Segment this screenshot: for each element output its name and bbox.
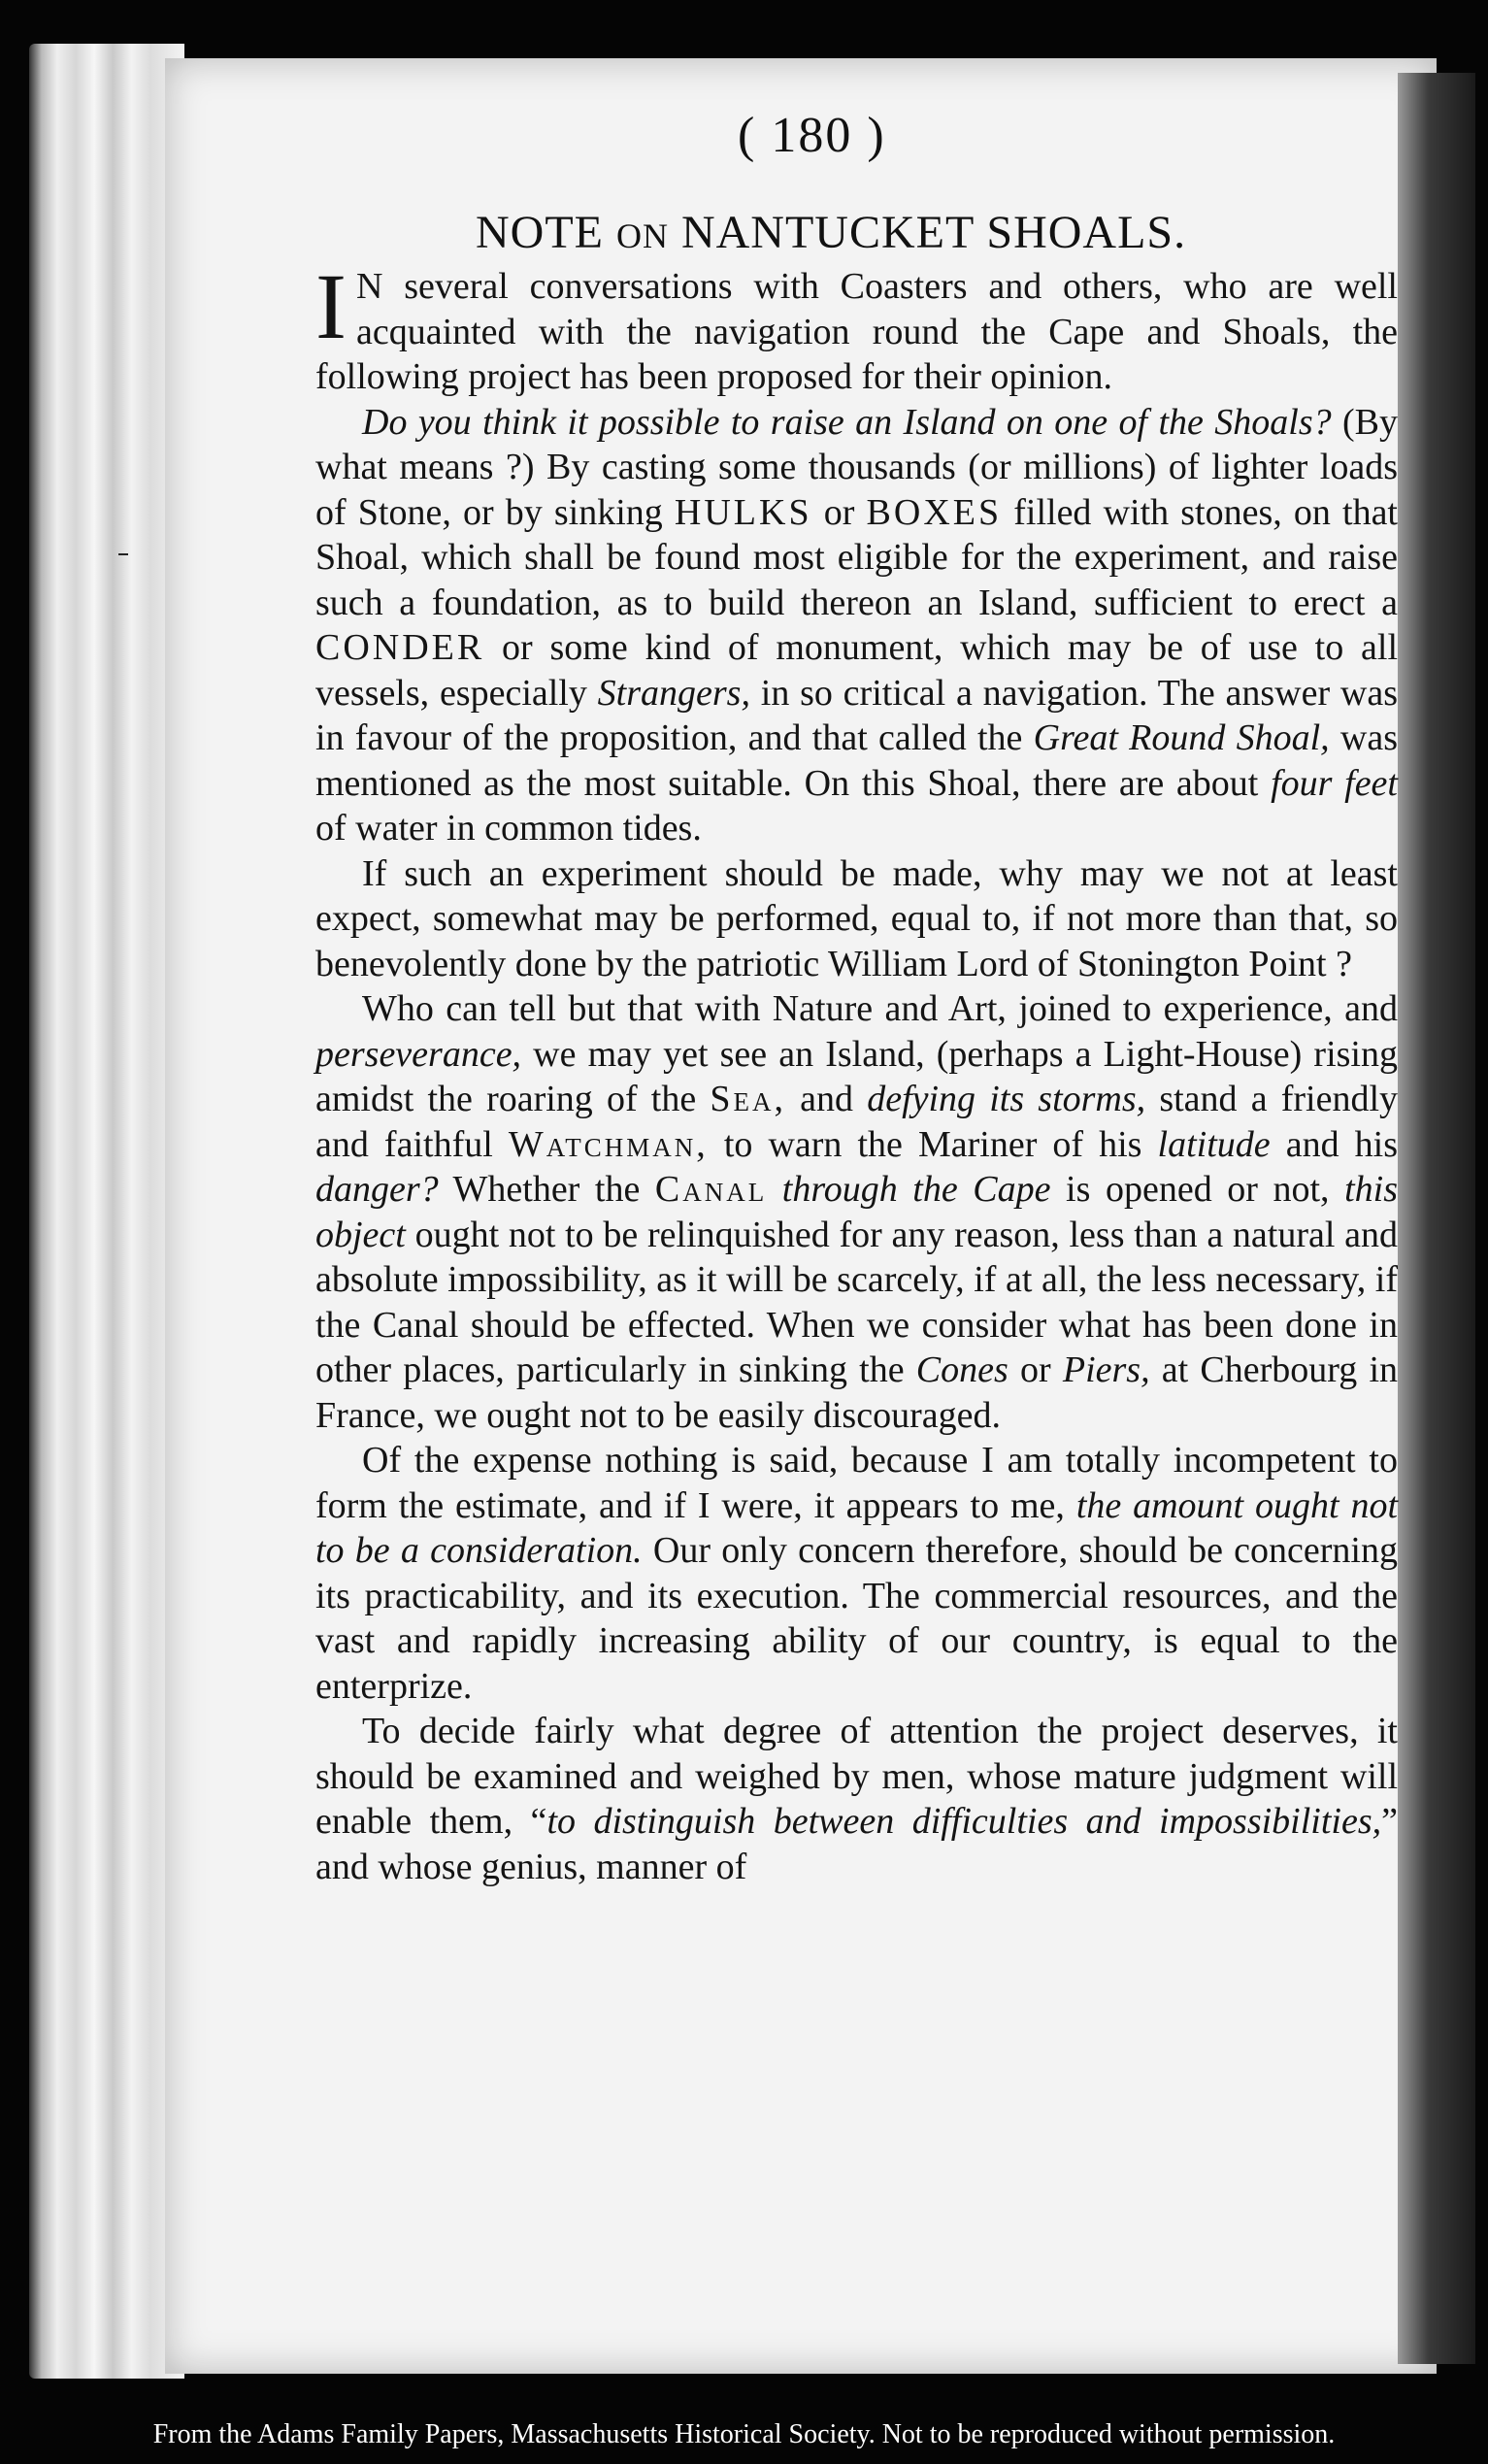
text-run: (By what means ?) By casting some thousands (or millions) of lighter loads of Stone, or by sinking [315,401,1399,533]
latitude-term: latitude [1157,1123,1271,1165]
text-run: ought not to be relinquished for any reason, less than a natural and absolute impossibility, as it will be scarcely, if at all, the less necessary, if the Canal should be effected. When we consider what has been done in other places, particularly in sinking the [315,1214,1398,1390]
text-run: Of the expense nothing is said, because I am totally incompetent to form the estimate, and if I were, it appears to me, [315,1440,1398,1526]
amount-phrase: the amount ought not to be a consideration. [315,1484,1398,1571]
text-run: of water in common tides. [315,808,702,849]
quoted-phrase: to distinguish between difficulties and impossibilities, [546,1801,1382,1842]
paragraph-3: If such an experiment should be made, why may we not at least expect, somewhat may be performed, equal to, if not more than that, so benevolently done by the patriotic William Lord of Stonington Point ? [315,852,1398,984]
text-run: ” and whose genius, manner of [315,1801,1398,1887]
text-run: to warn the Mariner of his [708,1123,1158,1165]
paragraph-2 [315,400,1398,851]
paragraph-1-text: N several conversations with Coasters and others, who are well acquainted with the navigation round the Cape and Shoals, the following project has been proposed for their opinion. [315,266,1398,397]
four-feet-term: four feet [1271,762,1398,804]
text-run [767,1169,782,1210]
text-run: stand a friendly and faithful [315,1079,1399,1165]
copyright-footer: From the Adams Family Papers, Massachusetts Historical Society. Not to be reproduced without permission. [152,2419,1336,2449]
text-run: we may yet see an Island, (perhaps a Light-House) rising amidst the roaring of the [315,1033,1398,1119]
paragraph-6 [315,1709,1398,1889]
conder-term: CONDER [315,627,485,668]
text-run: was mentioned as the most suitable. On this Shoal, there are about [315,717,1398,804]
text-run: To decide fairly what degree of attention the project deserves, it should be examined and weighed by men, whose mature judgment will enable them, “ [315,1711,1398,1842]
text-run: in so critical a navigation. The answer was in favour of the proposition, and that called the [315,672,1398,758]
text-run: or some kind of monument, which may be of use to all vessels, especially [315,627,1398,714]
paragraph-5 [315,1438,1398,1709]
cones-term: Cones [915,1349,1009,1390]
piers-term: Piers, [1062,1349,1150,1390]
page-number: ( 180 ) [738,108,886,163]
text-run: at Cherbourg in France, we ought not to be easily discouraged. [315,1349,1399,1436]
book-page-edges [29,44,184,2379]
paragraph-4 [315,986,1398,1438]
hulks-term: HULKS [674,491,812,533]
title-part-on: ON [615,216,669,255]
text-run: or [1008,1349,1063,1390]
page-title [476,206,1186,259]
text-run: or [811,491,867,533]
defying-term: defying its storms, [867,1079,1146,1119]
text-run: and [786,1079,868,1119]
watchman-term: Watchman, [508,1123,709,1165]
danger-term: danger? [315,1169,439,1210]
title-part-nantucket: NANTUCKET SHOALS. [680,207,1187,258]
boxes-term: BOXES [866,491,1003,533]
great-round-shoal-term: Great Round Shoal, [1033,717,1330,758]
text-run: filled with stones, on that Shoal, which shall be found most eligible for the experiment, and raise such a foundation, as to build thereon an Island, sufficient to erect a [315,491,1398,623]
book-spine-shadow [1398,73,1475,2364]
drop-cap: I [315,254,347,358]
paragraph-1 [315,254,1398,400]
this-object-term: this object [315,1169,1398,1255]
canal-term: Canal [654,1169,768,1210]
text-run: Whether the [438,1169,655,1210]
sea-term: Sea, [710,1079,786,1119]
margin-mark [118,553,128,555]
text-run: Who can tell but that with Nature and Art, joined to experience, and [362,988,1398,1029]
question-text: Do you think it possible to raise an Island on one of the Shoals? [362,401,1332,443]
perseverance-term: perseverance, [315,1033,522,1075]
title-part-note: NOTE [476,207,604,258]
through-cape-term: through the Cape [781,1169,1051,1210]
text-run: and his [1270,1123,1398,1165]
strangers-term: Strangers, [597,672,750,714]
text-run: Our only concern therefore, should be concerning its practicability, and its execution. The commercial resources, and the vast and rapidly increasing ability of our country, is equal to the enterprize. [315,1530,1398,1707]
body-text [315,254,1399,1889]
text-run: is opened or not, [1050,1169,1345,1210]
